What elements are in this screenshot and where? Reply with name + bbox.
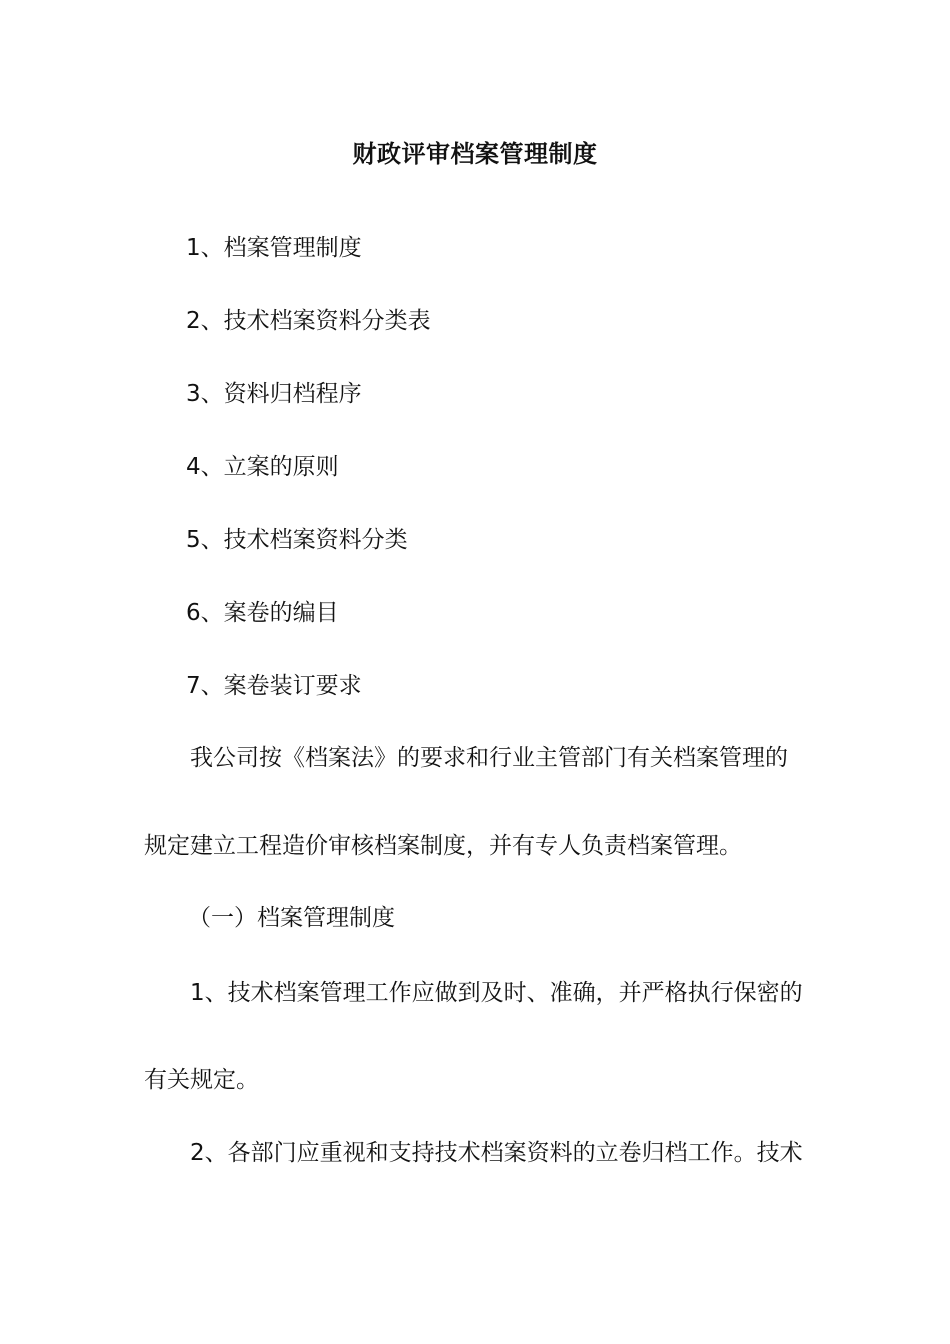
document-title: 财政评审档案管理制度 <box>352 140 598 168</box>
toc-item: 2、技术档案资料分类表 <box>186 308 431 334</box>
section-heading: （一）档案管理制度 <box>188 905 395 931</box>
toc-item: 7、案卷装订要求 <box>186 673 362 699</box>
rule-paragraph-line: 2、各部门应重视和支持技术档案资料的立卷归档工作。技术 <box>190 1140 803 1166</box>
rule-paragraph-line: 有关规定。 <box>144 1067 259 1093</box>
toc-item: 5、技术档案资料分类 <box>186 527 408 553</box>
toc-item: 3、资料归档程序 <box>186 381 362 407</box>
toc-item: 6、案卷的编目 <box>186 600 339 626</box>
toc-item: 4、立案的原则 <box>186 454 339 480</box>
intro-paragraph-line: 规定建立工程造价审核档案制度，并有专人负责档案管理。 <box>144 833 742 859</box>
rule-paragraph-line: 1、技术档案管理工作应做到及时、准确，并严格执行保密的 <box>190 980 803 1006</box>
intro-paragraph-line: 我公司按《档案法》的要求和行业主管部门有关档案管理的 <box>190 745 788 771</box>
toc-item: 1、档案管理制度 <box>186 235 362 261</box>
